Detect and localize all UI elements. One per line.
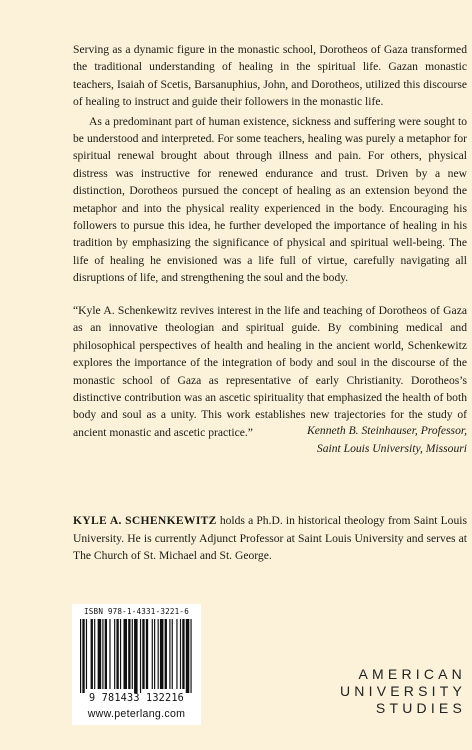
back-cover-blurb <box>73 41 467 287</box>
publisher-website: www.peterlang.com <box>87 708 186 720</box>
endorsement-quote <box>73 302 467 441</box>
endorsement-affiliation: Saint Louis University, Missouri <box>316 442 467 455</box>
endorsement-text: “Kyle A. Schenkewitz revives interest in the life and teaching of Dorotheos of Gaza as an innovative theologian and spiritual guide. By combining medical and philosophical perspectives of health and healing in the ancient world, Schenkewitz explores the importance of the integration of body and soul in the discourse of the monastic school of Gaza as representative of early Christianity. Dorotheos’s distinctive contribution was an ascetic spirituality that emphasized the health of both body and soul as a unity. This work establishes new trajectories for the study of ancient monastic and ascetic practice.” <box>73 304 467 439</box>
series-title <box>300 666 466 717</box>
author-bio <box>73 512 467 565</box>
author-bio-text: holds a Ph.D. in historical theology from Saint Louis University. He is currently Adjunct Professor at Saint Louis University and serves at The Church of St. Michael and St. George. <box>73 514 467 563</box>
blurb-paragraph-1: Serving as a dynamic figure in the monastic school, Dorotheos of Gaza transformed the traditional understanding of healing in the spiritual life. Gazan monastic teachers, Isaiah of Scetis, Barsanuphius, John, and Dorotheos, utilized this discourse of healing to instruct and guide their followers in the monastic life. <box>73 43 467 109</box>
barcode-digits: 9 781433 132216 <box>88 693 184 704</box>
endorsement-attribution <box>73 422 467 458</box>
endorsement-author: Kenneth B. Steinhauser, Professor, <box>307 424 467 437</box>
barcode-icon <box>80 619 194 693</box>
author-name: KYLE A. SCHENKEWITZ <box>73 514 217 527</box>
isbn-label: ISBN 978-1-4331-3221-6 <box>84 607 189 616</box>
series-line-1: AMERICAN <box>358 666 466 682</box>
blurb-paragraph-2: As a predominant part of human existence, sickness and suffering were sought to be understood and interpreted. For some teachers, healing was purely a metaphor for spiritual renewal brought about through illness and pain. For others, physical distress was instructive for renewed endurance and trust. Driven by a new distinction, Dorotheos pursued the concept of healing as an extension beyond the metaphor and into the physical reality experienced in the body. Encouraging his followers to pursue this idea, he further developed the importance of healing in his tradition by emphasizing the significance of physical and spiritual well-being. The life of healing he envisioned was a life full of virtue, carefully navigating all disruptions of life, and strengthening the soul and the body. <box>73 114 467 285</box>
isbn-barcode-box <box>72 604 201 725</box>
series-line-3: STUDIES <box>375 700 466 716</box>
series-line-2: UNIVERSITY <box>339 683 466 699</box>
